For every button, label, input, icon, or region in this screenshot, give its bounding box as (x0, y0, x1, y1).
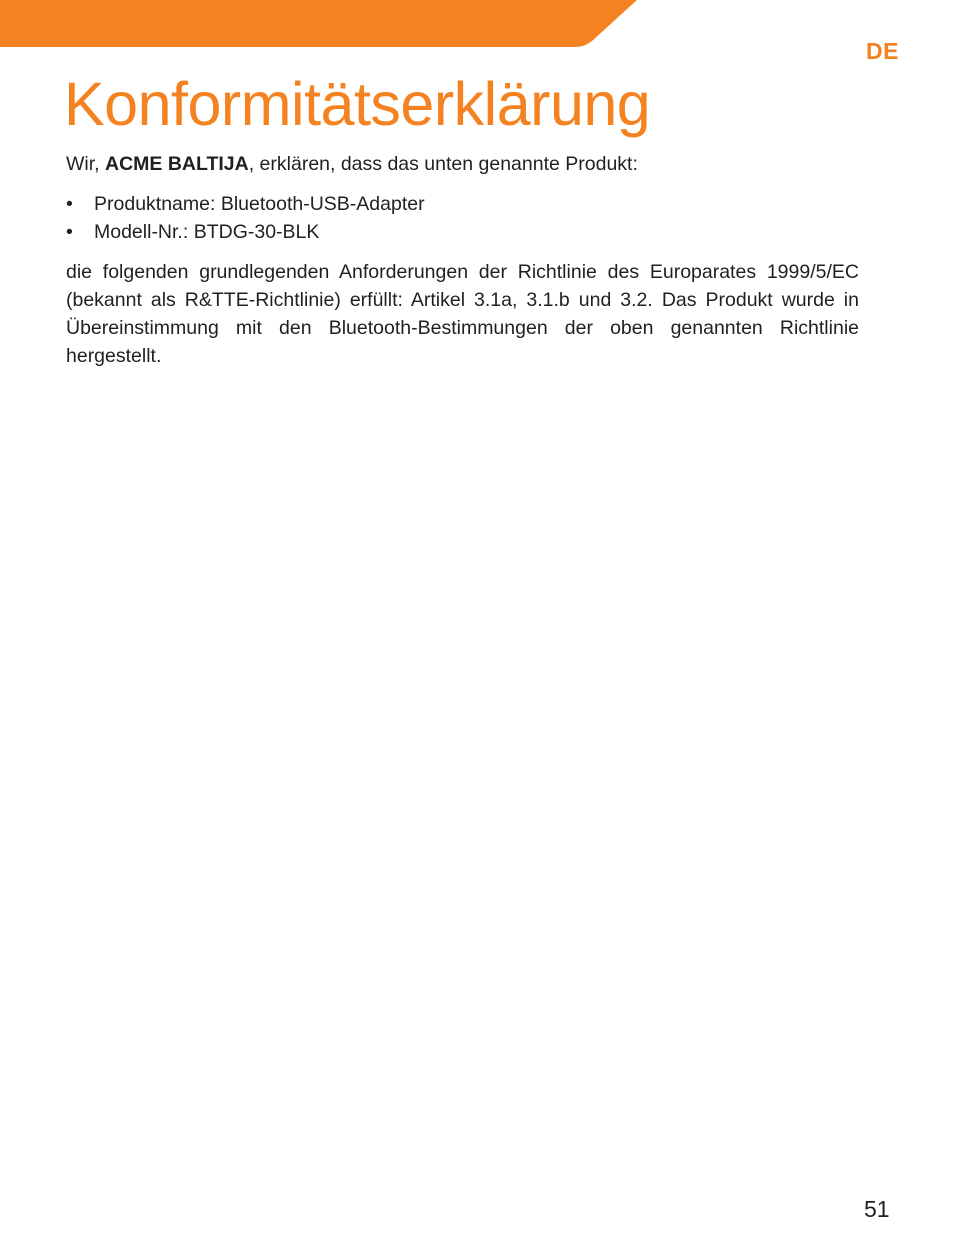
intro-prefix: Wir, (66, 153, 105, 175)
page-title: Konformitätserklärung (64, 70, 651, 138)
bullet-icon: • (66, 221, 73, 243)
company-name: ACME BALTIJA (105, 153, 249, 175)
product-details-list (66, 190, 859, 246)
language-badge: DE (866, 38, 899, 64)
page-number: 51 (864, 1196, 890, 1222)
intro-suffix: , erklären, dass das unten genannte Produkt: (248, 153, 638, 175)
header-band (0, 0, 640, 47)
header-band-shape (0, 0, 640, 47)
intro-paragraph (66, 150, 859, 178)
list-item (66, 218, 859, 246)
document-body (66, 150, 859, 370)
compliance-paragraph: die folgenden grundlegenden Anforderungen der Richtlinie des Europarates 1999/5/EC (bekannt als R&TTE-Richtlinie) erfüllt: Artikel 3.1a, 3.1.b und 3.2. Das Produkt wurde in Übereinstimmung mit den Bluetooth-Bestimmungen der oben genannten Richtlinie hergestellt. (66, 261, 859, 367)
list-item (66, 190, 859, 218)
product-name-item: Produktname: Bluetooth-USB-Adapter (94, 193, 425, 215)
bullet-icon: • (66, 193, 73, 215)
model-number-item: Modell-Nr.: BTDG-30-BLK (94, 221, 320, 243)
